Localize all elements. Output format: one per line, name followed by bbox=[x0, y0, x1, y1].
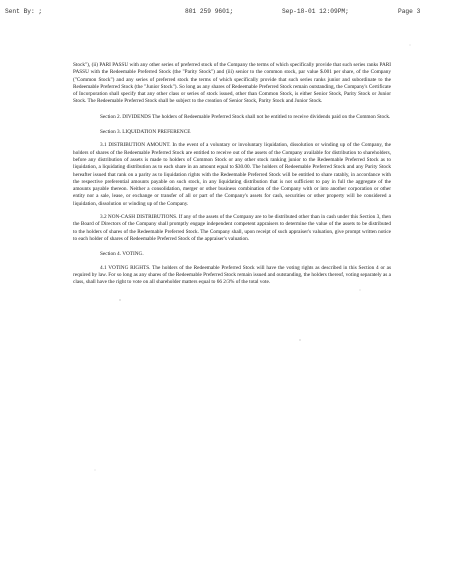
paragraph-ranking: Stock"), (ii) PARI PASSU with any other series of preferred stock of the Company the terms of which specifically provide that such series ranks PARI PASSU with the Redeemable Preferred Stock (the "Parity Stock") and (iii) senior to the common stock, par value $.001 per share, of the Company ("Common Stock") and any series of preferred stock the terms of which specifically provide that such series ranks junior and subordinate to the Redeemable Preferred Stock (the "Junior Stock"). So long as any shares of Redeemable Preferred Stock remain outstanding, the Company's Certificate of Incorporation shall specify that any other class or series of stock issued, other than Common Stock, is either Senior Stock, Parity Stock or Junior Stock. The Redeemable Preferred Stock shall be subject to the creation of Senior Stock, Parity Stock and Junior Stock. bbox=[73, 62, 391, 105]
heading-section-4: Section 4. VOTING. bbox=[100, 251, 144, 258]
paragraph-3-1-distribution-amount: 3.1 DISTRIBUTION AMOUNT. In the event of a voluntary or involuntary liquidation, dissolution or winding up of the Company, the holders of shares of the Redeemable Preferred Stock are entitled to receive out of the assets of the Company available for distribution to shareholders, before any distribution of assets is made to holders of Common Stock or any other stock ranking junior to the Redeemable Preferred Stock as to liquidation, a liquidating distribution as to each share in an amount equal to $30.00. The holders of Redeemable Preferred Stock and any Parity Stock hereafter issued that rank on a parity as to liquidation rights with the Redeemable Preferred Stock will be entitled to share ratably, in accordance with the respective preferential amounts payable on such stock, in any liquidating distribution that is not sufficient to pay in full the aggregate of the amounts payable thereon. Neither a consolidation, merger or other business combination of the Company with or into another corporation or other entity nor a sale, lease, or exchange or transfer of all or part of the Company's assets for cash, securities or other property will be considered a liquidation, dissolution or winding up of the Company. bbox=[73, 142, 391, 207]
fax-datetime: Sep-18-01 12:09PM; bbox=[282, 8, 349, 15]
heading-section-3: Section 3. LIQUIDATION PREFERENCE bbox=[100, 129, 191, 136]
fax-number: 801 259 9601; bbox=[185, 8, 234, 15]
paragraph-3-2-non-cash-distributions: 3.2 NON-CASH DISTRIBUTIONS. If any of the assets of the Company are to be distributed other than in cash under this Section 3, then the Board of Directors of the Company shall promptly engage independent competent appraisers to determine the value of the assets to be distributed to the holders of shares of the Redeemable Preferred Stock. The Company shall, upon receipt of such appraiser's valuation, give prompt written notice to each holder of shares of Redeemable Preferred Stock of the appraiser's valuation. bbox=[73, 214, 391, 242]
document-body bbox=[73, 62, 391, 292]
fax-page-number: Page 3 bbox=[398, 8, 421, 15]
paragraph-4-1-voting-rights: 4.1 VOTING RIGHTS. The holders of the Redeemable Preferred Stock will have the voting rights as described in this Section 4 or as required by law. For so long as any shares of the Redeemable Preferred Stock remain issued and outstanding, the holders thereof, voting separately as a class, shall have the right to vote on all shareholder matters equal to 66 2/3% of the total vote. bbox=[73, 264, 391, 286]
paragraph-section-2-dividends: Section 2. DIVIDENDS The holders of Redeemable Preferred Stock shall not be entitled to receive dividends paid on the Common Stock. bbox=[100, 113, 391, 120]
fax-header bbox=[0, 8, 454, 20]
fax-sent-by: Sent By: ; bbox=[5, 8, 43, 15]
